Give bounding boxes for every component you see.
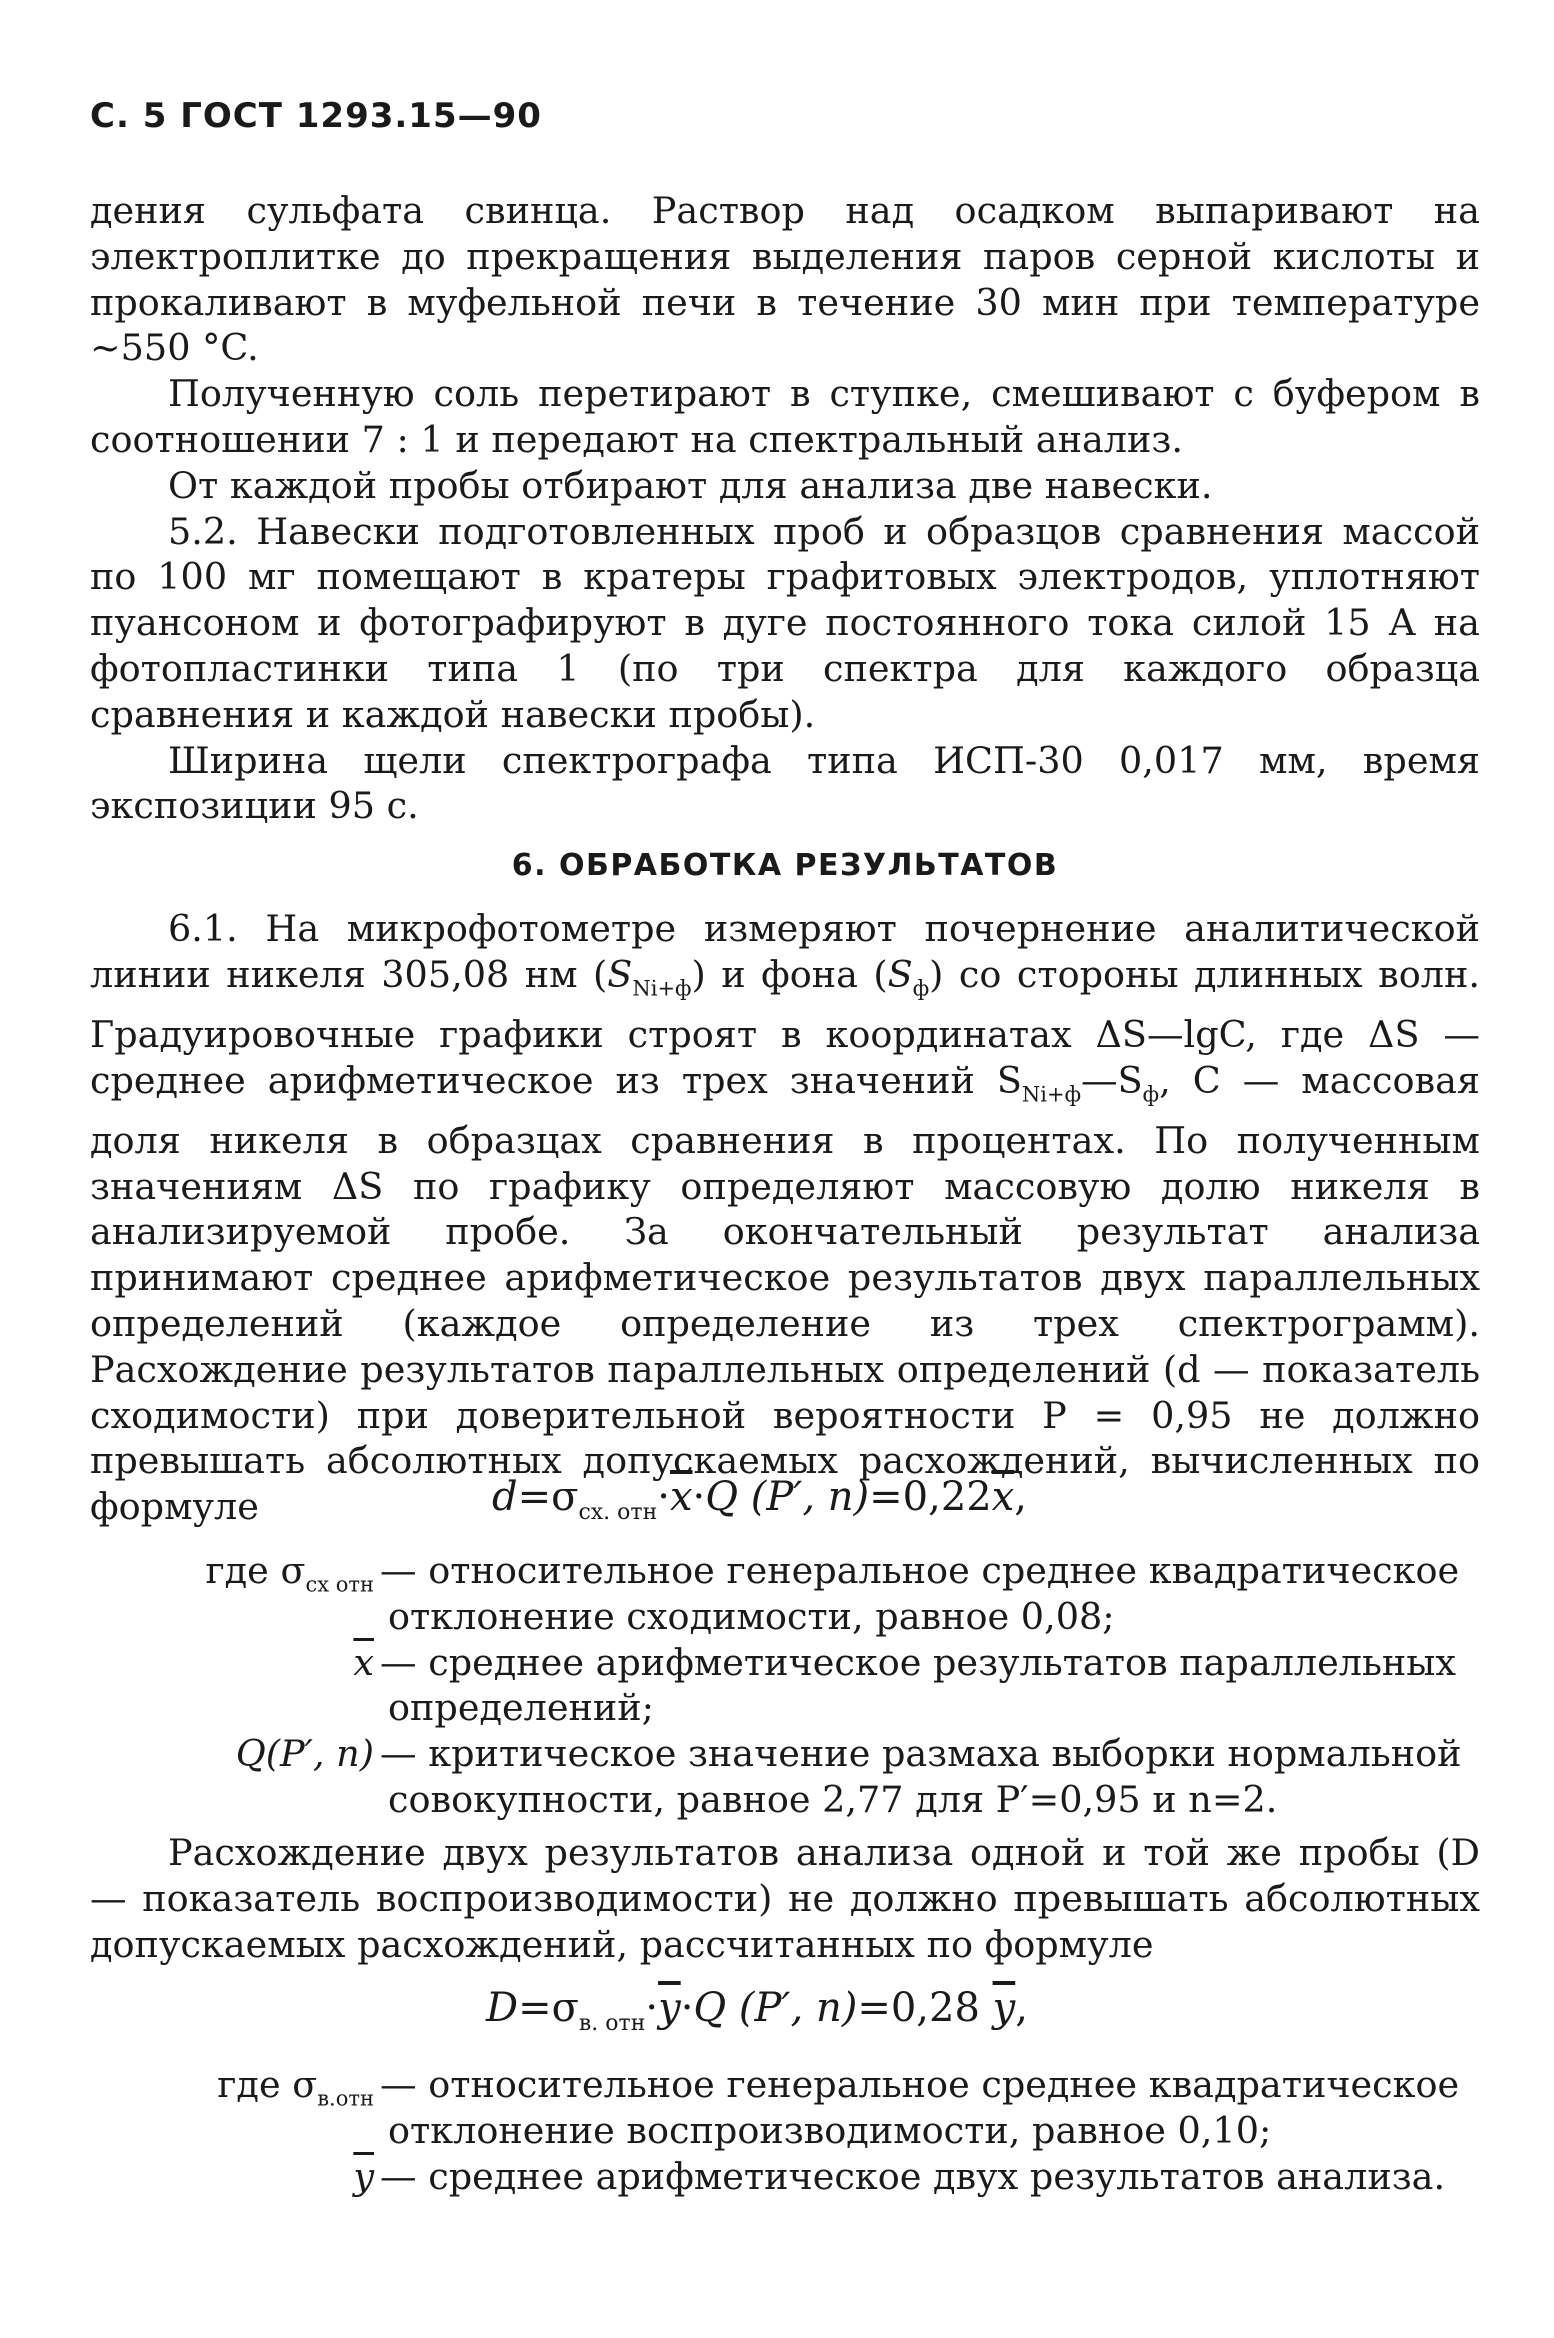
symbol-s-ni-sub: Ni+ф [632,976,692,1001]
definitions-reproducibility [90,2062,1490,2199]
symbol-s-f-sub: ф [912,976,930,1001]
paragraph-5-2: 5.2. Навески подготовленных проб и образцов сравнения массой по 100 мг помещают в кратеры графитовых электродов, уплотняют пуансоном и фотографируют в дуге постоянного тока силой 15 А на фотопластинки типа 1 (по три спектра для каждого образца сравнения и каждой навески пробы). [90,509,1480,736]
f1-dot2: · [692,1474,706,1520]
def-line2: отклонение воспроизводимости, равное 0,10; [388,2108,1272,2152]
def-sigma: σ [280,1549,306,1592]
f1-eq: = [517,1474,552,1520]
f1-lhs: d [492,1474,518,1520]
def-q: Q(P′, n) [235,1732,374,1776]
p61-text-d-sub: ф [1142,1082,1160,1107]
f1-q: Q (P′, n) [705,1474,870,1520]
f2-q: Q (P′, n) [693,1985,858,2031]
def-line1: среднее арифметическое двух результатов анализа. [428,2154,1446,2198]
def-dash: — [380,2063,417,2106]
f1-comma: , [1014,1474,1027,1520]
def-xbar: $\overline{x}$ [353,1640,374,1684]
def-symbol [90,1731,374,1777]
definitions-convergence [90,1548,1490,1823]
def-dash: — [380,2154,417,2198]
p61-text-c: ) со стороны длинных волн. Градуировочные графики строят в координатах ΔS—lgC, где ΔS — среднее арифметическое из трех значений S [90,952,1480,1102]
def-text [374,2154,1490,2200]
def-symbol [90,2062,374,2122]
p61-text-a: 6.1. На микрофотометре измеряют почернение аналитической линии никеля 305,08 нм ( [90,907,1480,996]
symbol-s-ni: S [607,952,633,996]
def-symbol [90,1640,374,1686]
p61-text-e: , C — массовая доля никеля в образцах сравнения в процентах. По полученным значениям ΔS по графику определяют массовую долю никеля в анализируемой пробе. За окончательный результат анализа принимают среднее арифметическое результатов двух параллельных определений (каждое определение из трех спектрограмм). Расхождение результатов параллельных определений (d — показатель сходимости) при доверительной вероятности P = 0,95 не должно превышать абсолютных допускаемых расхождений, вычисленных по формуле [90,1058,1480,1529]
def-text [374,1731,1490,1823]
f2-dot1: · [645,1985,659,2031]
f2-result: =0,28 [857,1985,980,2031]
def-line1: среднее арифметическое результатов параллельных [428,1640,1457,1684]
f2-lhs: D [486,1985,519,2031]
def-row [90,1731,1490,1823]
f2-dot2: · [680,1985,694,2031]
def-line2: отклонение сходимости, равное 0,08; [388,1594,1115,1638]
def-ybar: $\overline{y}$ [353,2154,374,2198]
f1-xbar: $\overline{x}$ [669,1474,693,1520]
def-text [374,1548,1490,1640]
def-sigma-sub: сх отн [305,1572,374,1597]
f1-result: =0,22 [869,1474,992,1520]
def-row [90,2062,1490,2154]
f1-dot1: · [657,1474,670,1520]
section-6-reproduce [90,1830,1480,1967]
f2-comma: , [1015,1985,1028,2031]
def-sigma: σ [292,2063,318,2106]
p61-text-b: ) и фона ( [691,952,888,996]
f2-eq: = [518,1985,552,2031]
f1-sigma-sub: сх. отн [578,1500,658,1525]
def-row [90,2154,1490,2200]
def-line2: определений; [388,1686,654,1730]
def-dash: — [380,1640,417,1684]
def-dash: — [380,1732,417,1776]
def-row [90,1640,1490,1732]
def-dash: — [380,1549,417,1592]
section-6-block [90,846,1480,1530]
def-symbol [90,2154,374,2200]
formula-reproducibility [486,1985,1028,2047]
def-sigma-sub: в.отн [317,2086,374,2111]
f1-xbar2: $\overline{x}$ [991,1474,1015,1520]
f2-sigma: σ [551,1985,579,2031]
def-line1: относительное генеральное среднее квадратическое [428,2063,1460,2106]
formula-convergence [492,1474,1027,1536]
def-line2: совокупности, равное 2,77 для P′=0,95 и n=2. [388,1777,1278,1821]
p61-text-c-sub: Ni+ф [1021,1082,1082,1107]
def-line1: относительное генеральное среднее квадратическое [428,1549,1460,1592]
def-line1: критическое значение размаха выборки нормальной [428,1732,1462,1776]
f1-sigma: σ [551,1474,579,1520]
paragraph-slit: Ширина щели спектрографа типа ИСП-30 0,017 мм, время экспозиции 95 с. [90,738,1480,828]
symbol-s-f: S [887,952,913,996]
paragraph-salt: Полученную соль перетирают в ступке, смешивают с буфером в соотношении 7 : 1 и передают на спектральный анализ. [90,372,1480,461]
section-title: 6. ОБРАБОТКА РЕЗУЛЬТАТОВ [511,848,1059,883]
def-text [374,1640,1490,1732]
f2-sigma-sub: в. отн [578,2011,646,2036]
def-prefix: где [205,1549,269,1592]
f2-ybar: $\overline{y}$ [658,1985,681,2031]
p61-text-d: —S [1081,1058,1143,1102]
paragraph-two-weights: От каждой пробы отбирают для анализа две навески. [168,463,1213,507]
section-5-block [90,188,1480,829]
paragraph-reproducibility: Расхождение двух результатов анализа одной и той же пробы (D — показатель воспроизводимости) не должно превышать абсолютных допускаемых расхождений, рассчитанных по формуле [90,1831,1480,1966]
paragraph-continuation: дения сульфата свинца. Раствор над осадком выпаривают на электроплитке до прекращения выделения паров серной кислоты и прокаливают в муфельной печи в течение 30 мин при температуре ~550 °C. [90,189,1480,370]
f2-ybar2: $\overline{y}$ [992,1985,1016,2031]
def-prefix: где [217,2063,281,2106]
def-row [90,1548,1490,1640]
def-symbol [90,1548,374,1608]
def-text [374,2062,1490,2154]
paragraph-6-1 [90,906,1480,1530]
page-header: С. 5 ГОСТ 1293.15—90 [90,96,542,136]
